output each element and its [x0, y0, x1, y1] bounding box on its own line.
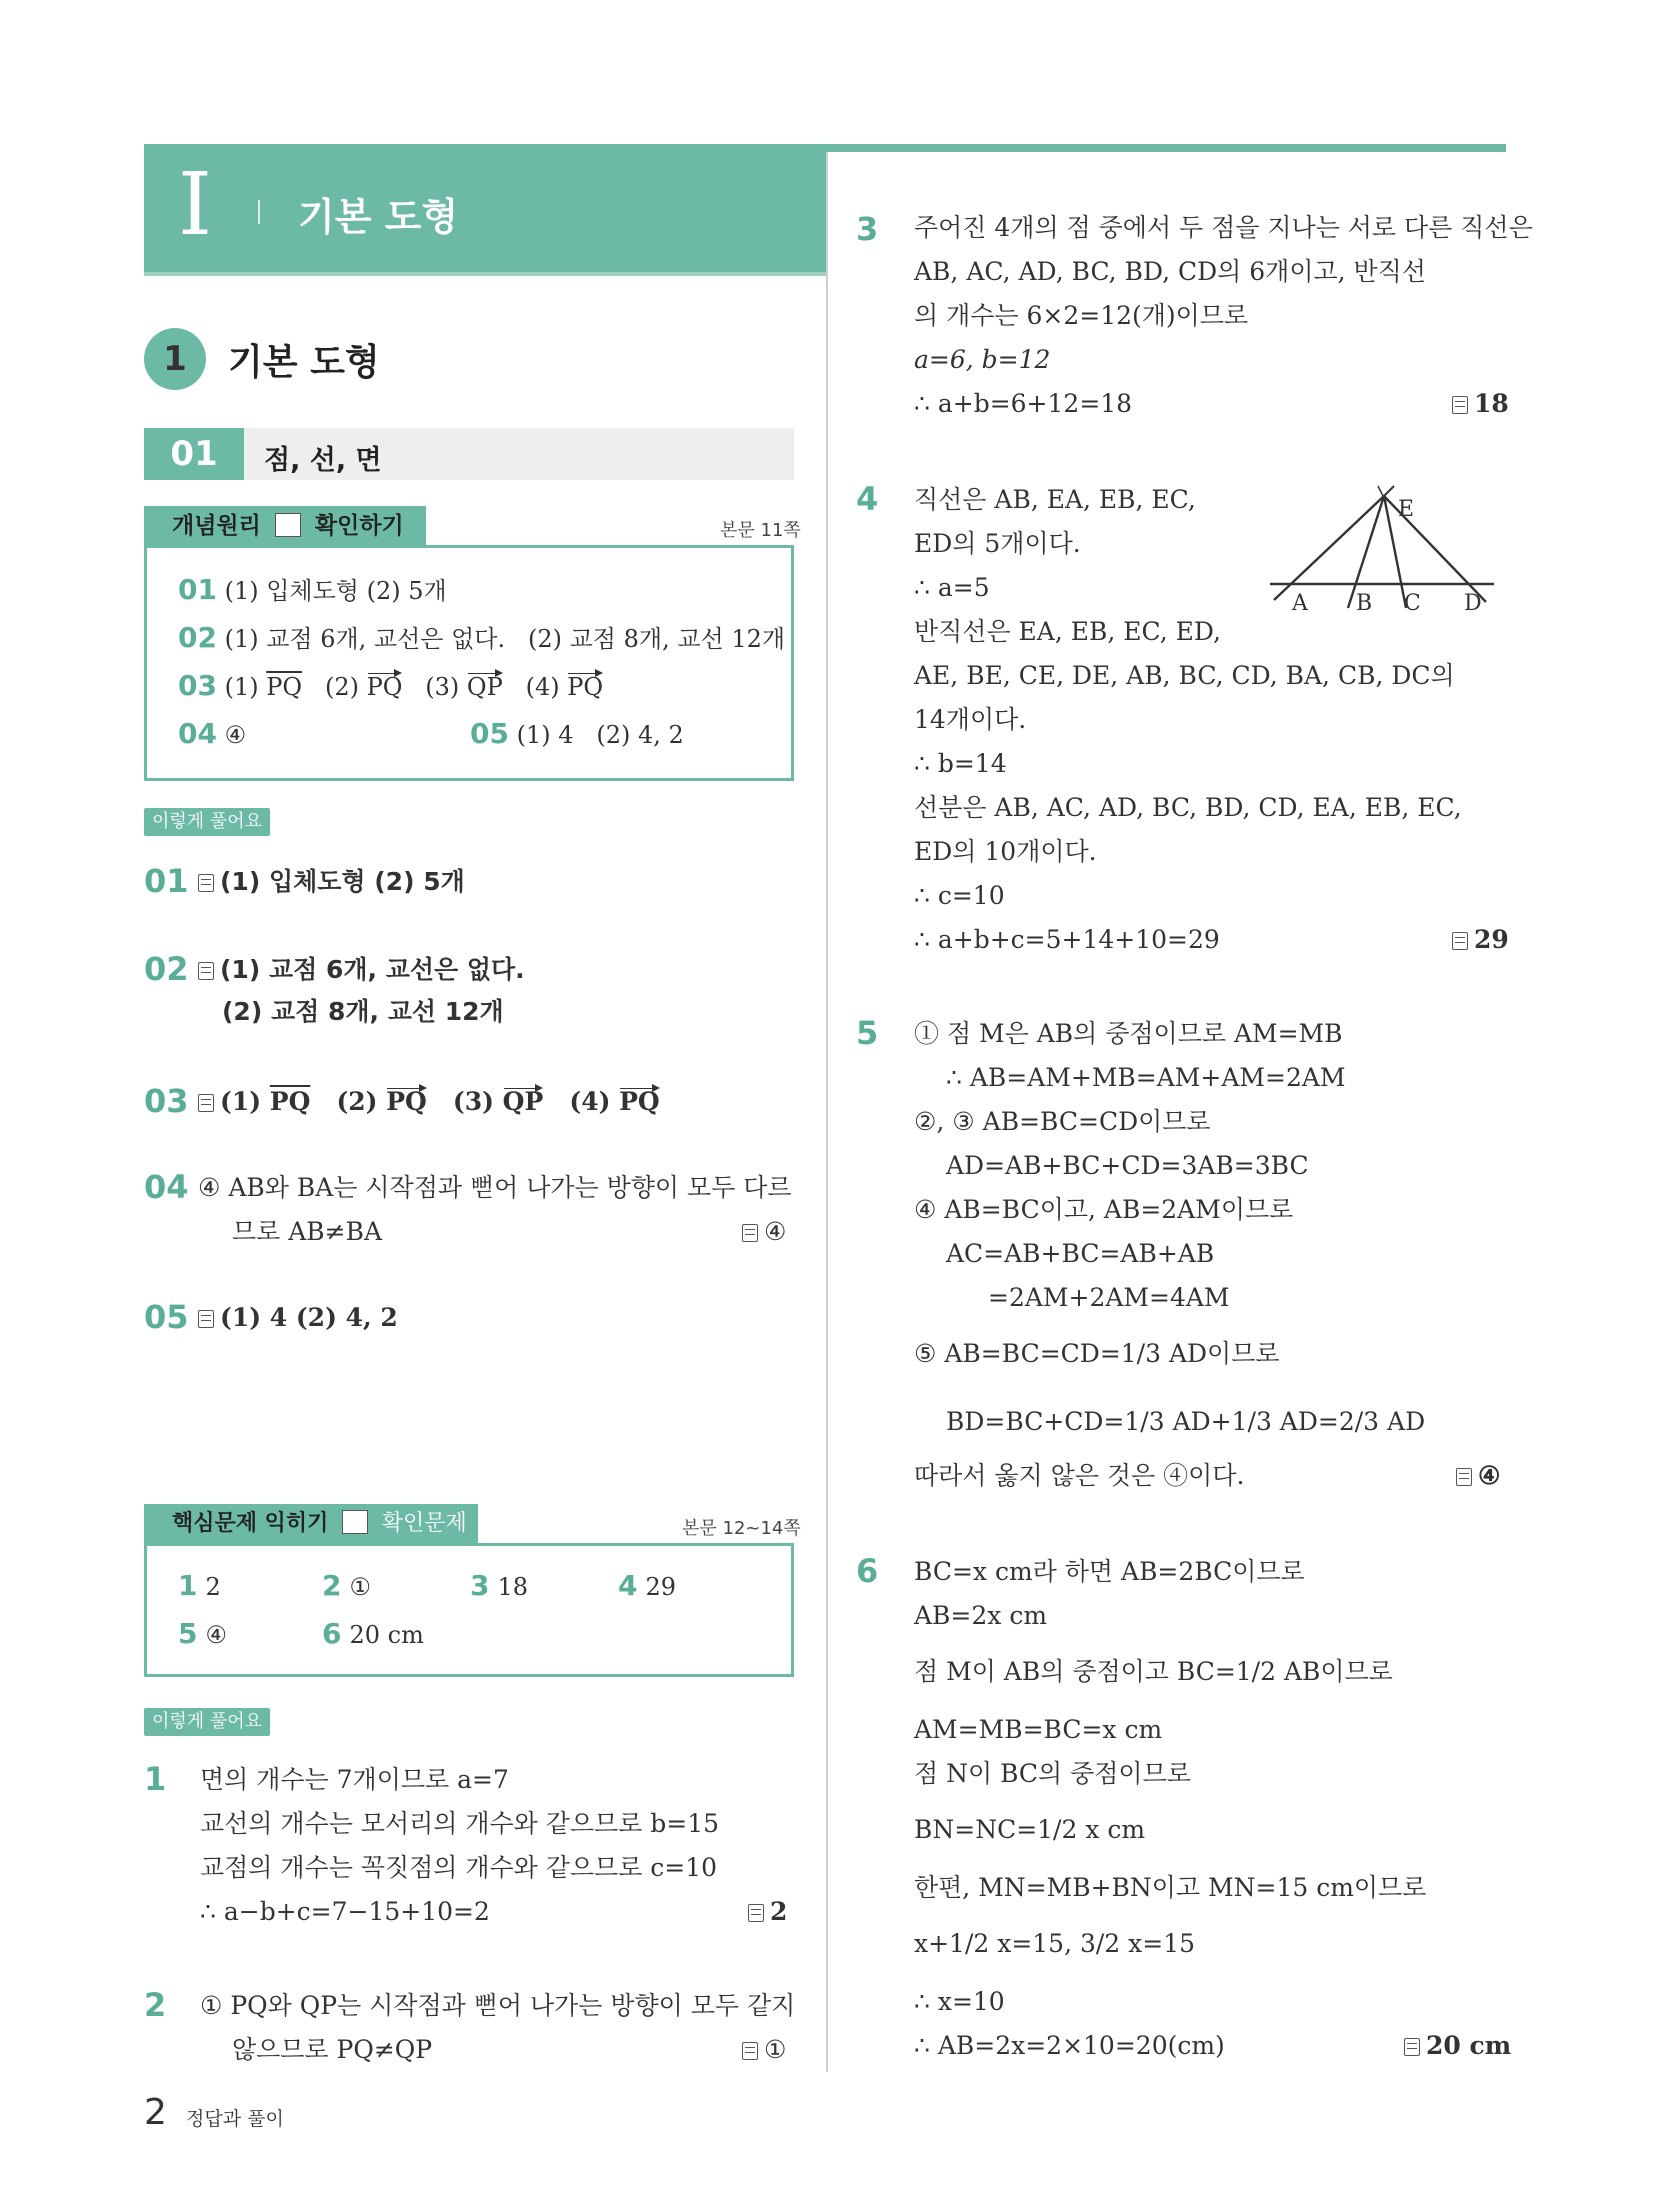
solve-badge: 이렇게 풀어요 — [144, 808, 270, 836]
concept-row-05: 05 (1) 4 (2) 4, 2 — [470, 717, 684, 750]
figure-line-ext — [1384, 486, 1394, 496]
answer-icon — [1456, 1468, 1472, 1486]
footer-page-number: 2 — [144, 2092, 167, 2133]
concept-row-01: 01 (1) 입체도형 (2) 5개 — [178, 573, 447, 606]
answer-icon — [198, 962, 214, 980]
sol-6-line10: ∴ AB=2x=2×10=20(cm) — [914, 2031, 1225, 2060]
sol-4-answer: 29 — [1452, 924, 1509, 956]
core-item — [322, 1618, 424, 1651]
left-a02-1: (1) 교점 6개, 교선은 없다. — [198, 954, 525, 986]
concept-tab-label: 개념원리 — [172, 513, 261, 539]
answer-icon — [198, 1094, 214, 1112]
sol-5-line5: ④ AB=BC이고, AB=2AM이므로 — [914, 1195, 1294, 1224]
left-a05: (1) 4 (2) 4, 2 — [198, 1302, 398, 1334]
sol-4-line5: AE, BE, CE, DE, AB, BC, CD, BA, CB, DC의 — [914, 661, 1455, 690]
figure-label-b: B — [1356, 591, 1373, 616]
core-box — [144, 1543, 794, 1677]
sol-5-line2: ∴ AB=AM+MB=AM+AM=2AM — [946, 1063, 1346, 1092]
core-item-value: 2 — [205, 1573, 221, 1601]
sol-5-number: 5 — [856, 1014, 879, 1052]
sol-6-line3: 점 M이 AB의 중점이고 BC=1/2 AB이므로 — [914, 1657, 1393, 1686]
sol-1-line1: 면의 개수는 7개이므로 a=7 — [200, 1765, 509, 1794]
header-top-line — [826, 144, 1506, 152]
left-a04-ans: ④ — [742, 1216, 786, 1248]
sol-5-line7: =2AM+2AM=4AM — [988, 1283, 1230, 1312]
sol-3-line2: AB, AC, AD, BC, BD, CD의 6개이고, 반직선 — [914, 257, 1426, 286]
answer-icon — [198, 874, 214, 892]
sol-4-line8: 선분은 AB, AC, AD, BC, BD, CD, EA, EB, EC, — [914, 793, 1462, 822]
sol-6-line7: 한편, MN=MB+BN이고 MN=15 cm이므로 — [914, 1873, 1427, 1902]
figure-label-c: C — [1404, 591, 1421, 616]
sol-5-line9: BD=BC+CD=1/3 AD+1/3 AD=2/3 AD — [946, 1407, 1426, 1436]
solve-badge-2: 이렇게 풀어요 — [144, 1708, 270, 1736]
sol-1-answer: 2 — [748, 1896, 787, 1928]
sol-4-line6: 14개이다. — [914, 705, 1027, 734]
header-divider — [258, 200, 260, 224]
sol-6-line4: AM=MB=BC=x cm — [914, 1715, 1163, 1744]
sol-2-line1: ① PQ와 QP는 시작점과 뻗어 나가는 방향이 모두 같지 — [200, 1991, 796, 2020]
core-item — [618, 1570, 676, 1603]
column-divider — [826, 152, 828, 2072]
sol-5-line10: 따라서 옳지 않은 것은 ④이다. — [914, 1461, 1245, 1490]
sol-6-line1: BC=x cm라 하면 AB=2BC이므로 — [914, 1557, 1305, 1586]
answer-icon — [1404, 2038, 1420, 2056]
sol-5-line3: ②, ③ AB=BC=CD이므로 — [914, 1107, 1211, 1136]
sol-2-answer: ① — [742, 2034, 786, 2066]
sol-4-line3: ∴ a=5 — [914, 573, 990, 602]
core-item-number: 6 — [322, 1617, 342, 1650]
core-item-number: 4 — [618, 1569, 638, 1602]
left-a04-1: ④ AB와 BA는 시작점과 뻗어 나가는 방향이 모두 다르 — [198, 1173, 792, 1202]
sol-2-line2: 않으므로 PQ≠QP — [232, 2035, 433, 2064]
concept-tab-label2: 확인하기 — [314, 513, 404, 539]
core-item — [322, 1570, 371, 1603]
core-item — [470, 1570, 528, 1603]
core-item-number: 2 — [322, 1569, 342, 1602]
left-a03: (1) $\overline{PQ}$ (2) PQ (3) QP (4) PQ — [198, 1086, 660, 1118]
core-item-value: 20 cm — [349, 1621, 424, 1649]
check-icon — [275, 513, 301, 537]
answer-icon — [748, 1904, 764, 1922]
sol-1-line3: 교점의 개수는 꼭짓점의 개수와 같으므로 c=10 — [200, 1853, 718, 1882]
answer-icon — [742, 1224, 758, 1242]
left-q04: 04 — [144, 1168, 189, 1206]
section-title: 기본 도형 — [228, 342, 380, 383]
left-q02: 02 — [144, 950, 189, 988]
core-item-value: 29 — [645, 1573, 677, 1601]
answer-icon — [198, 1310, 214, 1328]
answer-icon — [742, 2042, 758, 2060]
sol-2-number: 2 — [144, 1986, 167, 2024]
sol-4-line2: ED의 5개이다. — [914, 529, 1081, 558]
sol-3-line4: a=6, b=12 — [914, 345, 1051, 374]
core-item — [178, 1570, 221, 1603]
core-item-value: 18 — [497, 1573, 529, 1601]
chapter-title: 기본 도형 — [298, 195, 459, 239]
core-tab-label: 핵심문제 익히기 — [172, 1511, 329, 1536]
figure-label-e: E — [1398, 497, 1415, 522]
left-a02-2: (2) 교점 8개, 교선 12개 — [222, 997, 504, 1026]
figure-label-d: D — [1464, 591, 1482, 616]
left-q05: 05 — [144, 1298, 189, 1336]
sol-4-number: 4 — [856, 480, 879, 518]
footer-label: 정답과 풀이 — [186, 2108, 284, 2130]
sol-1-line4: ∴ a−b+c=7−15+10=2 — [200, 1897, 490, 1926]
sol-1-number: 1 — [144, 1760, 167, 1798]
sol-4-line4: 반직선은 EA, EB, EC, ED, — [914, 617, 1221, 646]
sol-6-line2: AB=2x cm — [914, 1601, 1048, 1630]
sol-3-line3: 의 개수는 6×2=12(개)이므로 — [914, 301, 1249, 330]
sol-5-answer: ④ — [1456, 1460, 1500, 1492]
section-number: 1 — [144, 328, 206, 390]
concept-row-03: 03 (1) $\overline{PQ}$ (2) PQ (3) QP (4) PQ — [178, 669, 604, 702]
answer-icon — [1452, 396, 1468, 414]
left-q03: 03 — [144, 1082, 189, 1120]
chapter-roman: I — [178, 155, 212, 255]
core-tab-label2: 확인문제 — [381, 1511, 467, 1536]
sol-3-line1: 주어진 4개의 점 중에서 두 점을 지나는 서로 다른 직선은 — [914, 213, 1533, 242]
sol-4-line7: ∴ b=14 — [914, 749, 1007, 778]
sol-3-line5: ∴ a+b=6+12=18 — [914, 389, 1133, 418]
sol-4-line9: ED의 10개이다. — [914, 837, 1097, 866]
left-q01: 01 — [144, 862, 189, 900]
core-item-number: 5 — [178, 1617, 198, 1650]
sol-3-answer: 18 — [1452, 388, 1509, 420]
sol-3-number: 3 — [856, 210, 879, 248]
answer-icon — [1452, 932, 1468, 950]
key-icon — [342, 1510, 368, 1534]
figure-label-a: A — [1292, 591, 1308, 616]
concept-row-02: 02 (1) 교점 6개, 교선은 없다. (2) 교점 8개, 교선 12개 — [178, 621, 786, 654]
sol-5-line4: AD=AB+BC+CD=3AB=3BC — [946, 1151, 1309, 1180]
left-a04-2: 므로 AB≠BA — [232, 1217, 383, 1246]
sol-5-line8: ⑤ AB=BC=CD=1/3 AD이므로 — [914, 1339, 1280, 1368]
core-item-number: 1 — [178, 1569, 198, 1602]
geometry-figure — [1264, 480, 1508, 620]
concept-page-ref: 본문 11쪽 — [720, 520, 801, 541]
sol-4-line1: 직선은 AB, EA, EB, EC, — [914, 485, 1196, 514]
sol-6-answer: 20 cm — [1404, 2030, 1511, 2062]
core-item — [178, 1618, 227, 1651]
sol-6-line6: BN=NC=1/2 x cm — [914, 1815, 1146, 1844]
concept-tab — [144, 506, 426, 546]
sol-6-line5: 점 N이 BC의 중점이므로 — [914, 1759, 1191, 1788]
core-item-number: 3 — [470, 1569, 490, 1602]
sol-1-line2: 교선의 개수는 모서리의 개수와 같으므로 b=15 — [200, 1809, 720, 1838]
core-item-value: ① — [349, 1573, 371, 1601]
sol-5-line1: ① 점 M은 AB의 중점이므로 AM=MB — [914, 1019, 1343, 1048]
sol-4-line11: ∴ a+b+c=5+14+10=29 — [914, 925, 1220, 954]
chapter-header — [144, 144, 826, 276]
sol-5-line6: AC=AB+BC=AB+AB — [946, 1239, 1215, 1268]
core-page-ref: 본문 12~14쪽 — [682, 1518, 801, 1539]
core-tab — [144, 1504, 478, 1544]
left-a01: (1) 입체도형 (2) 5개 — [198, 866, 465, 898]
sol-6-number: 6 — [856, 1552, 879, 1590]
sol-6-line9: ∴ x=10 — [914, 1987, 1005, 2016]
core-item-value: ④ — [205, 1621, 227, 1649]
sol-6-line8: x+1/2 x=15, 3/2 x=15 — [914, 1929, 1196, 1958]
sol-4-line10: ∴ c=10 — [914, 881, 1005, 910]
subsection-title: 점, 선, 면 — [264, 445, 382, 476]
subsection-number: 01 — [144, 428, 244, 480]
concept-row-04: 04 ④ — [178, 717, 247, 750]
